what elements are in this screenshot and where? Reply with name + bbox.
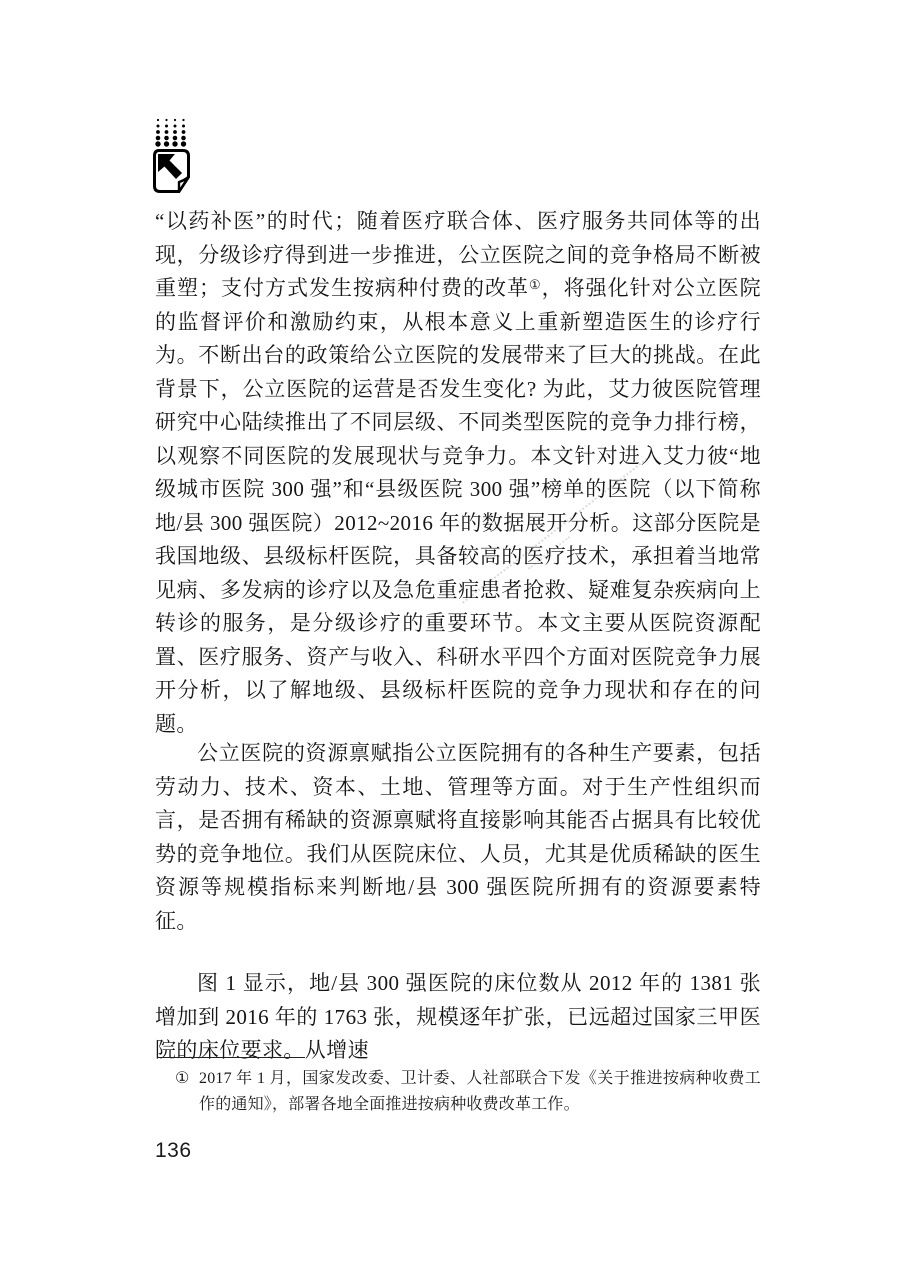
footnote-text: 2017 年 1 月，国家发改委、卫计委、人社部联合下发《关于推进按病种收费工作的通知》，部署各地全面推进按病种收费改革工作。	[199, 1070, 761, 1113]
dots-page-arrow-icon	[151, 117, 193, 193]
paragraph-1-text: “以药补医”的时代；随着医疗联合体、医疗服务共同体等的出现，分级诊疗得到进一步推进，公立医院之间的竞争格局不断被重塑；支付方式发生按病种付费的改革	[155, 209, 761, 300]
page-number: 136	[155, 1139, 192, 1162]
paragraph-2: 公立医院的资源禀赋指公立医院拥有的各种生产要素，包括劳动力、技术、资本、土地、管理等方面。对于生产性组织而言，是否拥有稀缺的资源禀赋将直接影响其能否占据具有比较优势的竞争地位。我们从医院床位、人员，尤其是优质稀缺的医生资源等规模指标来判断地/县 300 强医院所拥有的资源要素特征。	[155, 741, 761, 933]
publisher-logo	[151, 117, 193, 193]
paragraph-1-continued: ，将强化针对公立医院的监督评价和激励约束，从根本意义上重新塑造医生的诊疗行为。不断出台的政策给公立医院的发展带来了巨大的挑战。在此背景下，公立医院的运营是否发生变化? 为此，艾力彼医院管理研究中心陆续推出了不同层级、不同类型医院的竞争力排行榜，以观察不同医院的发展现状与竞争力。本文针对进入艾力彼“地级城市医院 300 强”和“县级医院 300 强”榜单的医院（以下简称地/县 300 强医院）2012~2016 年的数据展开分析。这部分医院是我国地级、县级标杆医院，具备较高的医疗技术，承担着当地常见病、多发病的诊疗以及急危重症患者抢救、疑难复杂疾病向上转诊的服务，是分级诊疗的重要环节。本文主要从医院资源配置、医疗服务、资产与收入、科研水平四个方面对医院竞争力展开分析，以了解地级、县级标杆医院的竞争力现状和存在的问题。	[155, 276, 761, 736]
footnote-marker: ①	[175, 1070, 190, 1087]
footnote	[175, 1066, 761, 1118]
footnote-divider	[157, 1057, 305, 1058]
paragraph-1	[155, 205, 761, 741]
footnote-reference: ①	[528, 277, 542, 292]
paragraph-3: 图 1 显示，地/县 300 强医院的床位数从 2012 年的 1381 张增加到 2016 年的 1763 张，规模逐年扩张，已远超过国家三甲医院的床位要求。从增速	[155, 971, 761, 1062]
